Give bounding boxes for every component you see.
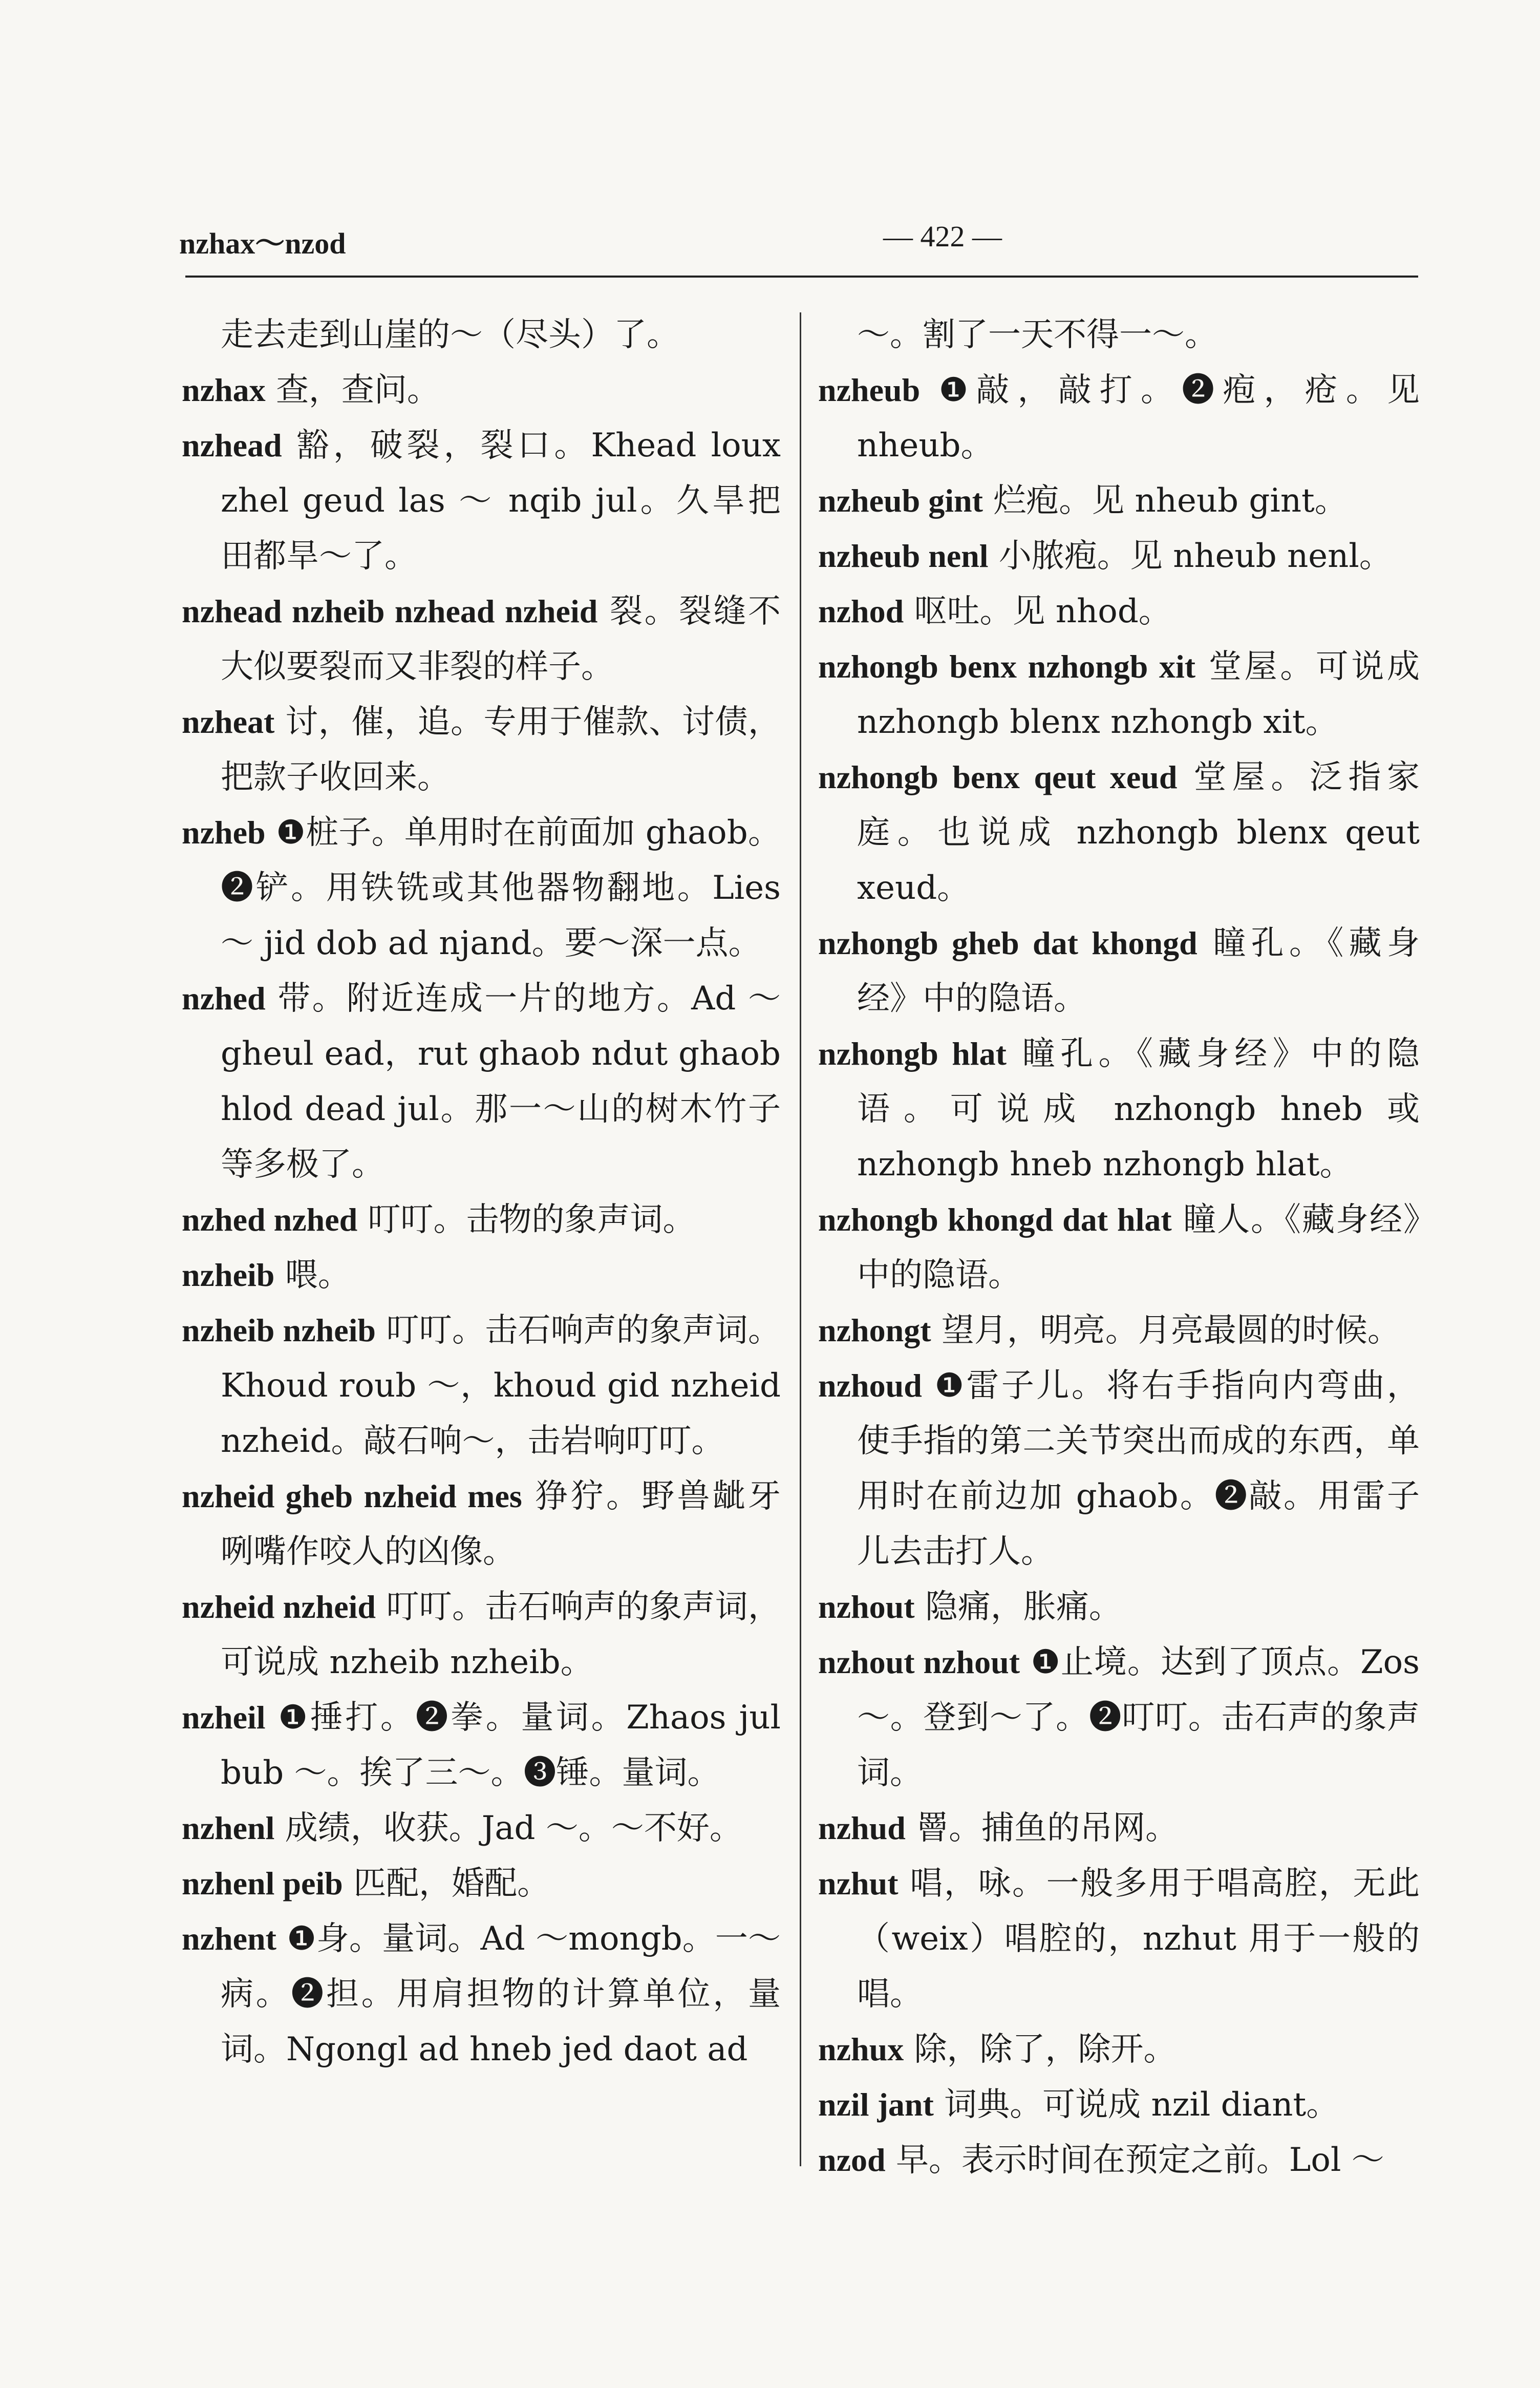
entry-headword: nzhud xyxy=(818,1810,906,1846)
dictionary-entry xyxy=(182,971,781,1192)
entry-headword: nzod xyxy=(818,2142,886,2178)
dictionary-entry xyxy=(182,805,781,971)
entry-headword: nzheub nenl xyxy=(818,538,989,574)
dictionary-entry xyxy=(818,916,1420,1026)
entry-headword: nzhux xyxy=(818,2031,904,2067)
entry-definition: 隐痛，胀痛。 xyxy=(925,1588,1122,1626)
dictionary-entry xyxy=(818,639,1420,750)
dictionary-entry xyxy=(818,750,1420,916)
entry-headword: nzhod xyxy=(818,593,904,629)
entry-headword: nzhout xyxy=(818,1589,915,1625)
entry-definition: ❶桩子。单用时在前面加 ghaob。❷铲。用铁铣或其他器物翻地。Lies ～ jid dob ad njand。要～深一点。 xyxy=(221,814,781,962)
entry-definition: 喂。 xyxy=(285,1256,351,1294)
dictionary-entry xyxy=(182,1801,781,1856)
entry-headword: nzheub xyxy=(818,372,921,408)
dictionary-entry xyxy=(182,1911,781,2077)
entry-headword: nzheub gint xyxy=(818,482,983,519)
header-rule xyxy=(185,276,1418,278)
page-number: — 422 — xyxy=(883,220,1002,253)
entry-headword: nzhongb hlat xyxy=(818,1035,1007,1072)
entry-definition: 呕吐。见 nhod。 xyxy=(914,593,1171,630)
entry-headword: nzheib nzheib xyxy=(182,1312,376,1348)
entry-definition: 叮叮。击石响声的象声词，可说成 nzheib nzheib。 xyxy=(221,1588,781,1681)
dictionary-entry xyxy=(818,1801,1420,1856)
entry-definition: 瞳孔。《藏身经》中的隐语。 xyxy=(857,924,1420,1018)
dictionary-entry xyxy=(182,1248,781,1303)
dictionary-entry xyxy=(182,363,781,418)
dictionary-entry xyxy=(182,1469,781,1579)
dictionary-entry xyxy=(182,1303,781,1469)
entry-definition: 成绩，收获。Jad ～。～不好。 xyxy=(285,1809,742,1847)
dictionary-entry xyxy=(818,2022,1420,2077)
entry-definition: 叮叮。击物的象声词。 xyxy=(368,1201,696,1239)
entry-definition: 带。附近连成一片的地方。Ad ～ gheul ead，rut ghaob ndut ghaob hlod dead jul。那一～山的树木竹子等多极了。 xyxy=(221,980,781,1184)
dictionary-entry xyxy=(182,1856,781,1911)
entry-headword: nzheid gheb nzheid mes xyxy=(182,1478,522,1514)
dictionary-entry xyxy=(818,363,1420,473)
entry-definition: 叮叮。击石响声的象声词。Khoud roub ～，khoud gid nzheid nzheid。敲石响～，击岩响叮叮。 xyxy=(221,1312,781,1460)
entry-definition: ❶雷子儿。将右手指向内弯曲，使手指的第二关节突出而成的东西，单用时在前边加 ghaob。❷敲。用雷子儿去击打人。 xyxy=(857,1367,1420,1571)
dictionary-entry xyxy=(182,1192,781,1248)
dictionary-entry xyxy=(818,1026,1420,1192)
dictionary-entry xyxy=(182,307,781,363)
dictionary-entry xyxy=(818,1579,1420,1635)
entry-headword: nzhed xyxy=(182,980,266,1017)
entry-headword: nzhead nzheib nzhead nzheid xyxy=(182,593,598,629)
entry-definition: 望月，明亮。月亮最圆的时候。 xyxy=(941,1312,1400,1349)
entry-headword: nzhout nzhout xyxy=(818,1644,1020,1680)
dictionary-entry xyxy=(818,584,1420,639)
dictionary-entry xyxy=(818,307,1420,363)
entry-headword: nzhead xyxy=(182,427,282,463)
entry-definition: 唱，咏。一般多用于唱高腔，无此（weix）唱腔的，nzhut 用于一般的唱。 xyxy=(857,1865,1420,2013)
entry-headword: nzhenl peib xyxy=(182,1865,343,1901)
entry-headword: nzhongb benx qeut xeud xyxy=(818,759,1178,795)
entry-definition: 堂屋。泛指家庭。也说成 nzhongb blenx qeut xeud。 xyxy=(857,758,1420,907)
entry-headword: nzhongb benx nzhongb xit xyxy=(818,648,1196,685)
entry-headword: nzheat xyxy=(182,704,275,740)
entry-definition: 烂疱。见 nheub gint。 xyxy=(993,482,1348,520)
left-column xyxy=(182,307,781,2077)
entry-definition: 堂屋。可说成 nzhongb blenx nzhongb xit。 xyxy=(857,648,1420,741)
entry-headword: nzhenl xyxy=(182,1810,275,1846)
dictionary-entry xyxy=(818,2077,1420,2132)
entry-headword: nzheid nzheid xyxy=(182,1589,376,1625)
entry-headword: nzhut xyxy=(818,1865,899,1901)
entry-definition: 走去走到山崖的～（尽头）了。 xyxy=(221,316,679,354)
dictionary-entry xyxy=(182,584,781,694)
entry-headword: nzhent xyxy=(182,1920,276,1957)
entry-headword: nzil jant xyxy=(818,2086,934,2123)
entry-definition: ～。割了一天不得一～。 xyxy=(857,316,1217,354)
entry-definition: 瞳孔。《藏身经》中的隐语。可说成 nzhongb hneb 或 nzhongb hneb nzhongb hlat。 xyxy=(857,1035,1420,1184)
dictionary-entry xyxy=(182,1579,781,1690)
entry-definition: ❶敲，敲打。❷疱，疮。见 nheub。 xyxy=(857,371,1420,464)
column-divider xyxy=(800,312,801,2166)
right-column xyxy=(818,307,1420,2188)
dictionary-entry xyxy=(818,1303,1420,1358)
entry-definition: 早。表示时间在预定之前。Lol ～ xyxy=(895,2141,1384,2179)
entry-definition: 小脓疱。见 nheub nenl。 xyxy=(998,537,1392,575)
entry-definition: 狰狞。野兽龇牙咧嘴作咬人的凶像。 xyxy=(221,1477,781,1571)
page-header xyxy=(174,219,1418,265)
dictionary-entry xyxy=(818,1358,1420,1579)
dictionary-entry xyxy=(818,529,1420,584)
dictionary-entry xyxy=(182,1690,781,1801)
entry-headword: nzhax xyxy=(182,372,266,408)
entry-headword: nzhongb khongd dat hlat xyxy=(818,1201,1172,1238)
entry-definition: 查，查问。 xyxy=(275,371,440,409)
entry-headword: nzhoud xyxy=(818,1367,922,1404)
entry-definition: 匹配，婚配。 xyxy=(353,1865,550,1903)
entry-headword: nzheib xyxy=(182,1257,275,1293)
entry-headword: nzheb xyxy=(182,814,266,851)
dictionary-entry xyxy=(182,694,781,805)
entry-definition: 裂。裂缝不大似要裂而又非裂的样子。 xyxy=(221,593,781,686)
dictionary-entry xyxy=(182,418,781,584)
entry-definition: ❶捶打。❷拳。量词。Zhaos jul bub ～。挨了三～。❸锤。量词。 xyxy=(221,1699,781,1792)
entry-headword: nzhongb gheb dat khongd xyxy=(818,925,1197,961)
entry-headword: nzhed nzhed xyxy=(182,1201,358,1238)
dictionary-entry xyxy=(818,1856,1420,2022)
entry-definition: 除，除了，除开。 xyxy=(914,2031,1177,2068)
header-entry-range: nzhax～nzod xyxy=(179,227,346,260)
dictionary-entry xyxy=(818,2132,1420,2188)
entry-definition: ❶身。量词。Ad ～mongb。一～病。❷担。用肩担物的计算单位，量词。Ngongl ad hneb jed daot ad xyxy=(221,1920,781,2068)
entry-definition: 豁，破裂，裂口。Khead loux zhel geud las ～ nqib jul。久旱把田都旱～了。 xyxy=(221,427,781,575)
entry-headword: nzhongt xyxy=(818,1312,931,1348)
entry-definition: 词典。可说成 nzil diant。 xyxy=(944,2086,1339,2124)
entry-definition: 罾。捕鱼的吊网。 xyxy=(916,1809,1179,1847)
entry-definition: ❶止境。达到了顶点。Zos ～。登到～了。❷叮叮。击石声的象声词。 xyxy=(857,1643,1420,1792)
dictionary-entry xyxy=(818,1192,1420,1303)
dictionary-entry xyxy=(818,1635,1420,1801)
entry-definition: 瞳人。《藏身经》中的隐语。 xyxy=(857,1201,1420,1294)
entry-definition: 讨，催，追。专用于催款、讨债，把款子收回来。 xyxy=(221,703,781,796)
entry-headword: nzheil xyxy=(182,1699,266,1736)
dictionary-entry xyxy=(818,473,1420,529)
